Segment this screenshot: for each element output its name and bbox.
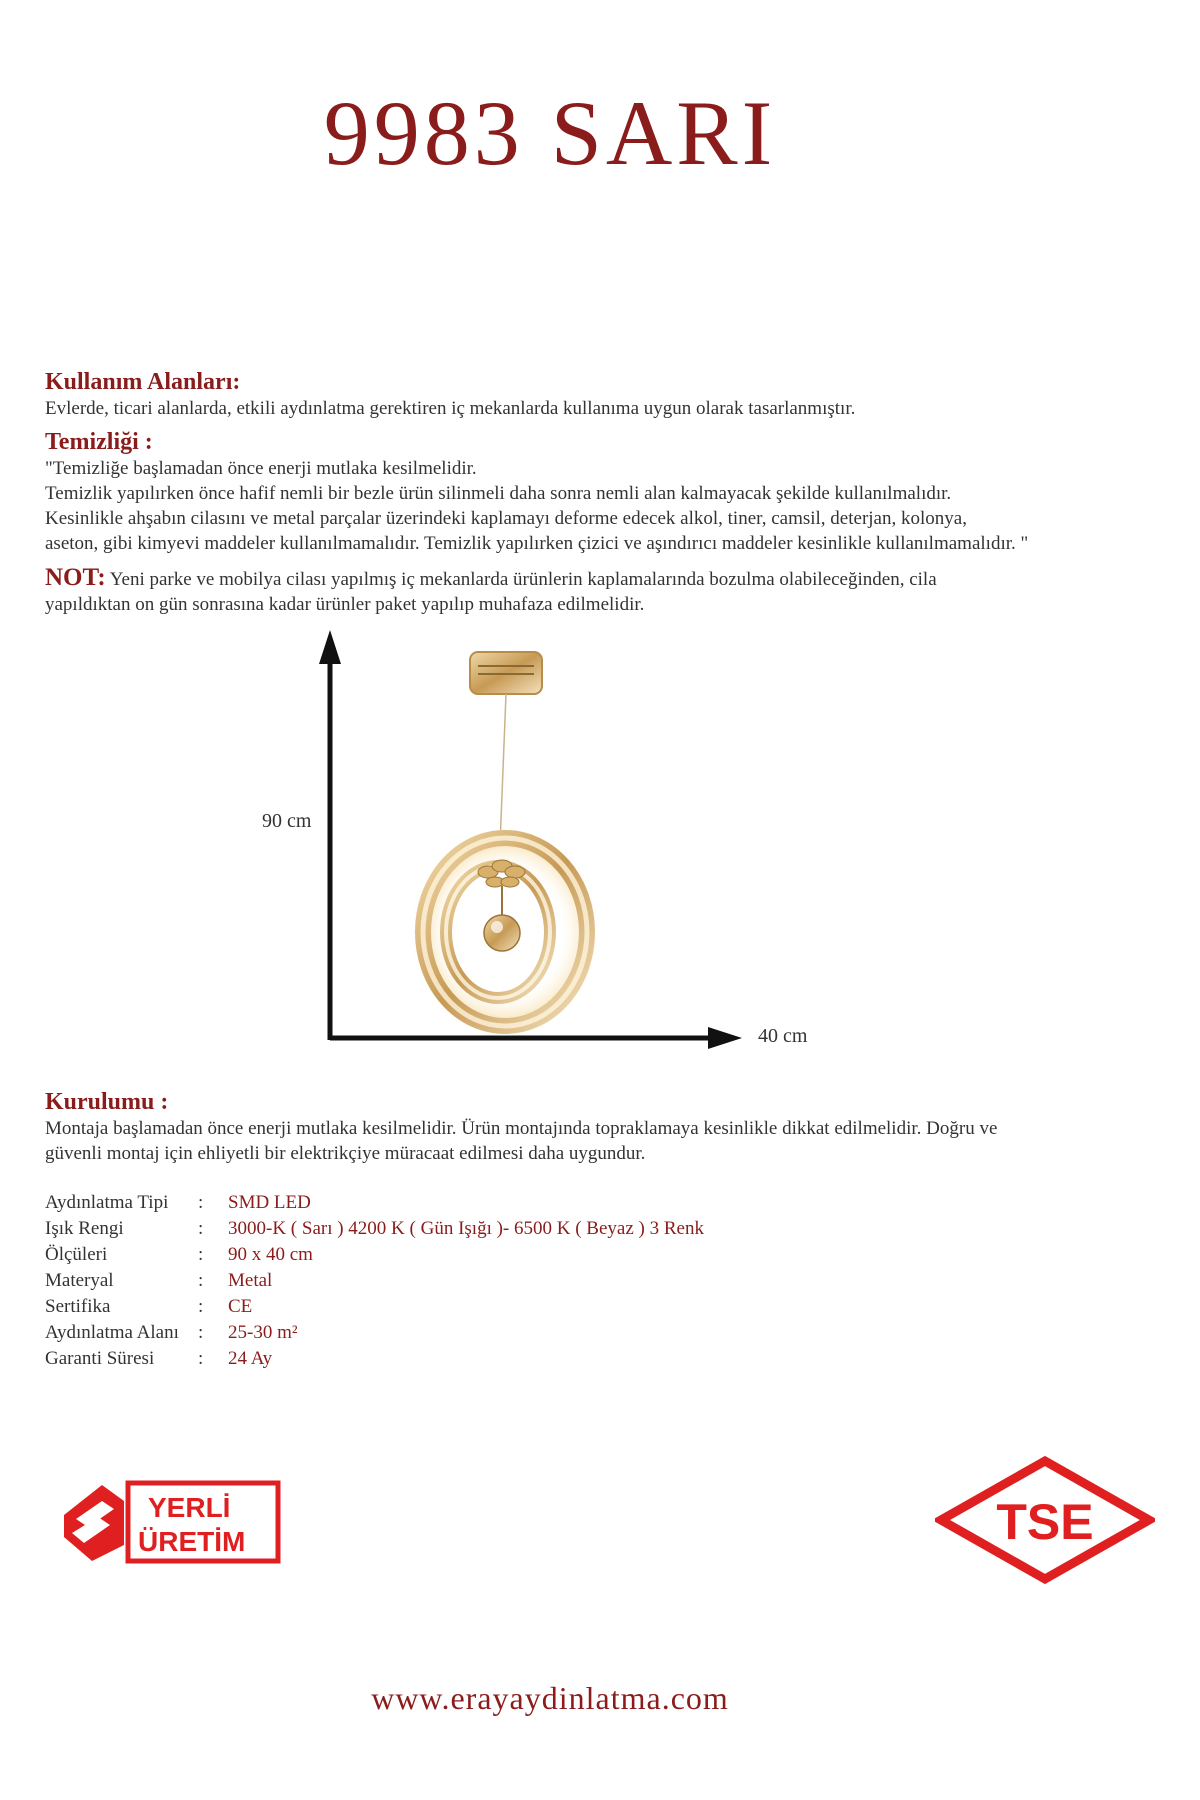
spec-value: SMD LED	[228, 1192, 311, 1213]
install-section	[45, 1088, 1155, 1166]
spec-label: Garanti Süresi	[45, 1348, 155, 1369]
cleaning-heading: Temizliği :	[45, 429, 153, 455]
spec-value: 25-30 m²	[228, 1322, 298, 1343]
spec-table	[45, 1190, 704, 1372]
usage-heading: Kullanım Alanları:	[45, 369, 241, 395]
spec-row: Ölçüleri : 90 x 40 cm	[45, 1242, 704, 1268]
note-section	[45, 565, 1155, 617]
tse-text: TSE	[996, 1494, 1094, 1550]
spec-value: Metal	[228, 1270, 273, 1291]
spec-row: Garanti Süresi : 24 Ay	[45, 1346, 704, 1372]
install-line2: güvenli montaj için ehliyetli bir elektrikçiye müracaat edilmesi daha uygundur.	[45, 1143, 646, 1164]
usage-text: Evlerde, ticari alanlarda, etkili aydınlatma gerektiren iç mekanlarda kullanıma uygun olarak tasarlanmıştır.	[45, 398, 856, 419]
cord	[500, 694, 506, 845]
spec-row: Materyal : Metal	[45, 1268, 704, 1294]
spec-value: 90 x 40 cm	[228, 1244, 313, 1265]
width-arrow-icon	[708, 1027, 742, 1049]
yerli-line1: YERLİ	[148, 1492, 231, 1523]
product-drawing	[0, 620, 1200, 1060]
width-label: 40 cm	[758, 1025, 808, 1047]
cleaning-line: Temizlik yapılırken önce hafif nemli bir bezle ürün silinmeli daha sonra nemli alan kalmayacak şekilde kullanılmalıdır.	[45, 483, 952, 504]
globe	[484, 915, 520, 951]
spec-label: Aydınlatma Tipi	[45, 1192, 169, 1213]
note-text-line1: Yeni parke ve mobilya cilası yapılmış iç mekanlarda ürünlerin kaplamalarında bozulma olabileceğinden, cila	[109, 569, 937, 590]
website-url: www.erayaydinlatma.com	[371, 1680, 729, 1716]
install-heading: Kurulumu :	[45, 1089, 169, 1115]
spec-label: Materyal	[45, 1270, 114, 1291]
spec-row: Aydınlatma Tipi : SMD LED	[45, 1190, 704, 1216]
cleaning-line: "Temizliğe başlamadan önce enerji mutlaka kesilmelidir.	[45, 458, 477, 479]
note-label: NOT:	[45, 564, 106, 591]
spec-value: 3000-K ( Sarı ) 4200 K ( Gün Işığı )- 6500 K ( Beyaz ) 3 Renk	[228, 1218, 704, 1239]
spec-label: Aydınlatma Alanı	[45, 1322, 179, 1343]
spec-label: Sertifika	[45, 1296, 111, 1317]
spec-value: CE	[228, 1296, 253, 1317]
spec-row: Aydınlatma Alanı : 25-30 m²	[45, 1320, 704, 1346]
spec-row: Sertifika : CE	[45, 1294, 704, 1320]
spec-value: 24 Ay	[228, 1348, 273, 1369]
tse-logo	[935, 1455, 1155, 1590]
install-line1: Montaja başlamadan önce enerji mutlaka kesilmelidir. Ürün montajında topraklamaya kesinlikle dikkat edilmelidir. Doğru ve	[45, 1118, 998, 1139]
spec-label: Ölçüleri	[45, 1244, 108, 1265]
cleaning-line: aseton, gibi kimyevi maddeler kullanılmamalıdır. Temizlik yapılırken çizici ve aşındırıcı maddeler kesinlikle kullanılmamalıdır. "	[45, 533, 1029, 554]
cleaning-line: Kesinlikle ahşabın cilasını ve metal parçalar üzerindeki kaplamayı deforme edecek alkol, tiner, camsil, deterjan, kolonya,	[45, 508, 967, 529]
dimension-diagram	[0, 620, 1200, 1060]
note-text-line2: yapıldıktan on gün sonrasına kadar ürünler paket yapılıp muhafaza edilmelidir.	[45, 594, 645, 615]
spec-row: Işık Rengi : 3000-K ( Sarı ) 4200 K ( Gün Işığı )- 6500 K ( Beyaz ) 3 Renk	[45, 1216, 704, 1242]
page-title: 9983 SARI	[323, 82, 777, 184]
cleaning-section	[45, 428, 1155, 556]
yerli-line2: ÜRETİM	[138, 1526, 246, 1557]
usage-section	[45, 368, 1155, 421]
yerli-uretim-badge	[62, 1475, 282, 1570]
height-label: 90 cm	[262, 810, 312, 832]
height-arrow-icon	[319, 630, 341, 664]
spec-label: Işık Rengi	[45, 1218, 124, 1239]
